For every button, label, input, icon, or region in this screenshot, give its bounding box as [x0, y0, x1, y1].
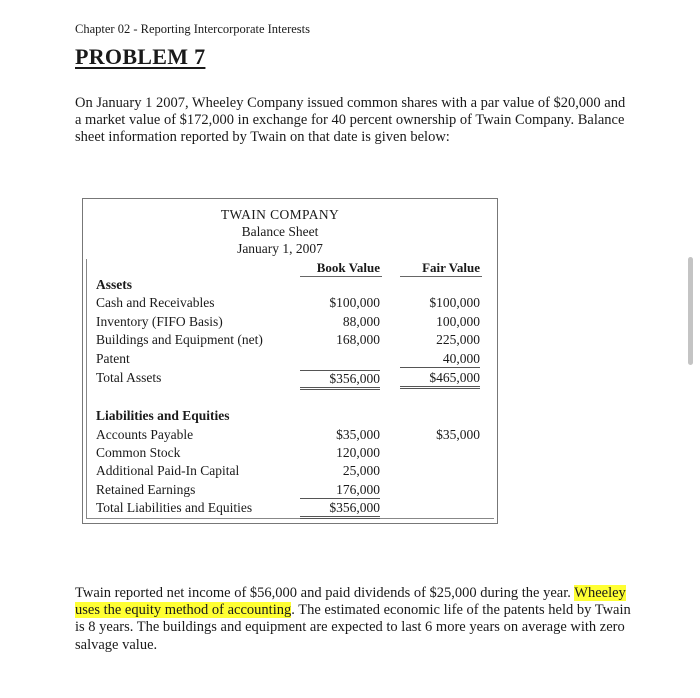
asset-row-fair: 225,000	[436, 332, 480, 347]
liability-row-book: 120,000	[336, 445, 380, 460]
total-assets-book: $356,000	[300, 370, 380, 390]
assets-heading: Assets	[96, 277, 132, 292]
asset-row-book: $100,000	[329, 295, 380, 310]
book-header-underline	[300, 276, 382, 277]
closing-text-part2: . The estimated economic life of the patents held by Twain is 8 years. The buildings and equipment are expected to last 6 more years on average with zero salvage value.	[75, 602, 631, 653]
book-value-header: Book Value	[316, 260, 380, 275]
asset-row-fair: 40,000	[400, 351, 480, 368]
asset-row-fair: $100,000	[429, 295, 480, 310]
asset-row-label: Inventory (FIFO Basis)	[96, 314, 223, 329]
liability-row-book: 176,000	[300, 482, 380, 499]
problem-title: PROBLEM 7	[75, 44, 206, 69]
fair-header-underline	[400, 276, 482, 277]
total-assets-label: Total Assets	[96, 370, 162, 385]
statement-date: January 1, 2007	[237, 241, 323, 256]
highlighted-text: Wheeley uses the equity method of accounting	[75, 585, 626, 619]
total-liabilities-label: Total Liabilities and Equities	[96, 500, 253, 515]
asset-row-fair: 100,000	[436, 314, 480, 329]
liability-row-book: 25,000	[342, 463, 380, 478]
total-liabilities-book: $356,000	[300, 500, 380, 519]
asset-row-label: Cash and Receivables	[96, 295, 215, 310]
closing-paragraph	[75, 585, 635, 654]
asset-row-label: Patent	[96, 351, 130, 366]
liability-row-label: Common Stock	[96, 445, 181, 460]
liability-row-book: $35,000	[336, 427, 380, 442]
asset-row-label: Buildings and Equipment (net)	[96, 332, 263, 347]
liability-row-label: Retained Earnings	[96, 482, 196, 497]
liability-row-label: Accounts Payable	[96, 427, 194, 442]
company-name: TWAIN COMPANY	[220, 207, 340, 222]
chapter-heading: Chapter 02 - Reporting Intercorporate Interests	[75, 22, 310, 36]
fair-value-header: Fair Value	[422, 260, 480, 275]
liability-row-fair: $35,000	[436, 427, 480, 442]
total-assets-fair: $465,000	[400, 370, 480, 389]
liability-row-label: Additional Paid-In Capital	[96, 463, 240, 478]
intro-paragraph: On January 1 2007, Wheeley Company issued common shares with a par value of $20,000 and a market value of $172,000 in exchange for 40 percent ownership of Twain Company. Balance sheet information reported by Twain on that date is given below:	[75, 95, 626, 146]
closing-text-part1: Twain reported net income of $56,000 and paid dividends of $25,000 during the year.	[75, 585, 571, 601]
asset-row-book: 88,000	[342, 314, 380, 329]
vertical-scrollbar[interactable]	[688, 257, 693, 365]
asset-row-book: 168,000	[336, 332, 380, 347]
liabilities-heading: Liabilities and Equities	[96, 408, 230, 423]
statement-name: Balance Sheet	[241, 224, 319, 239]
